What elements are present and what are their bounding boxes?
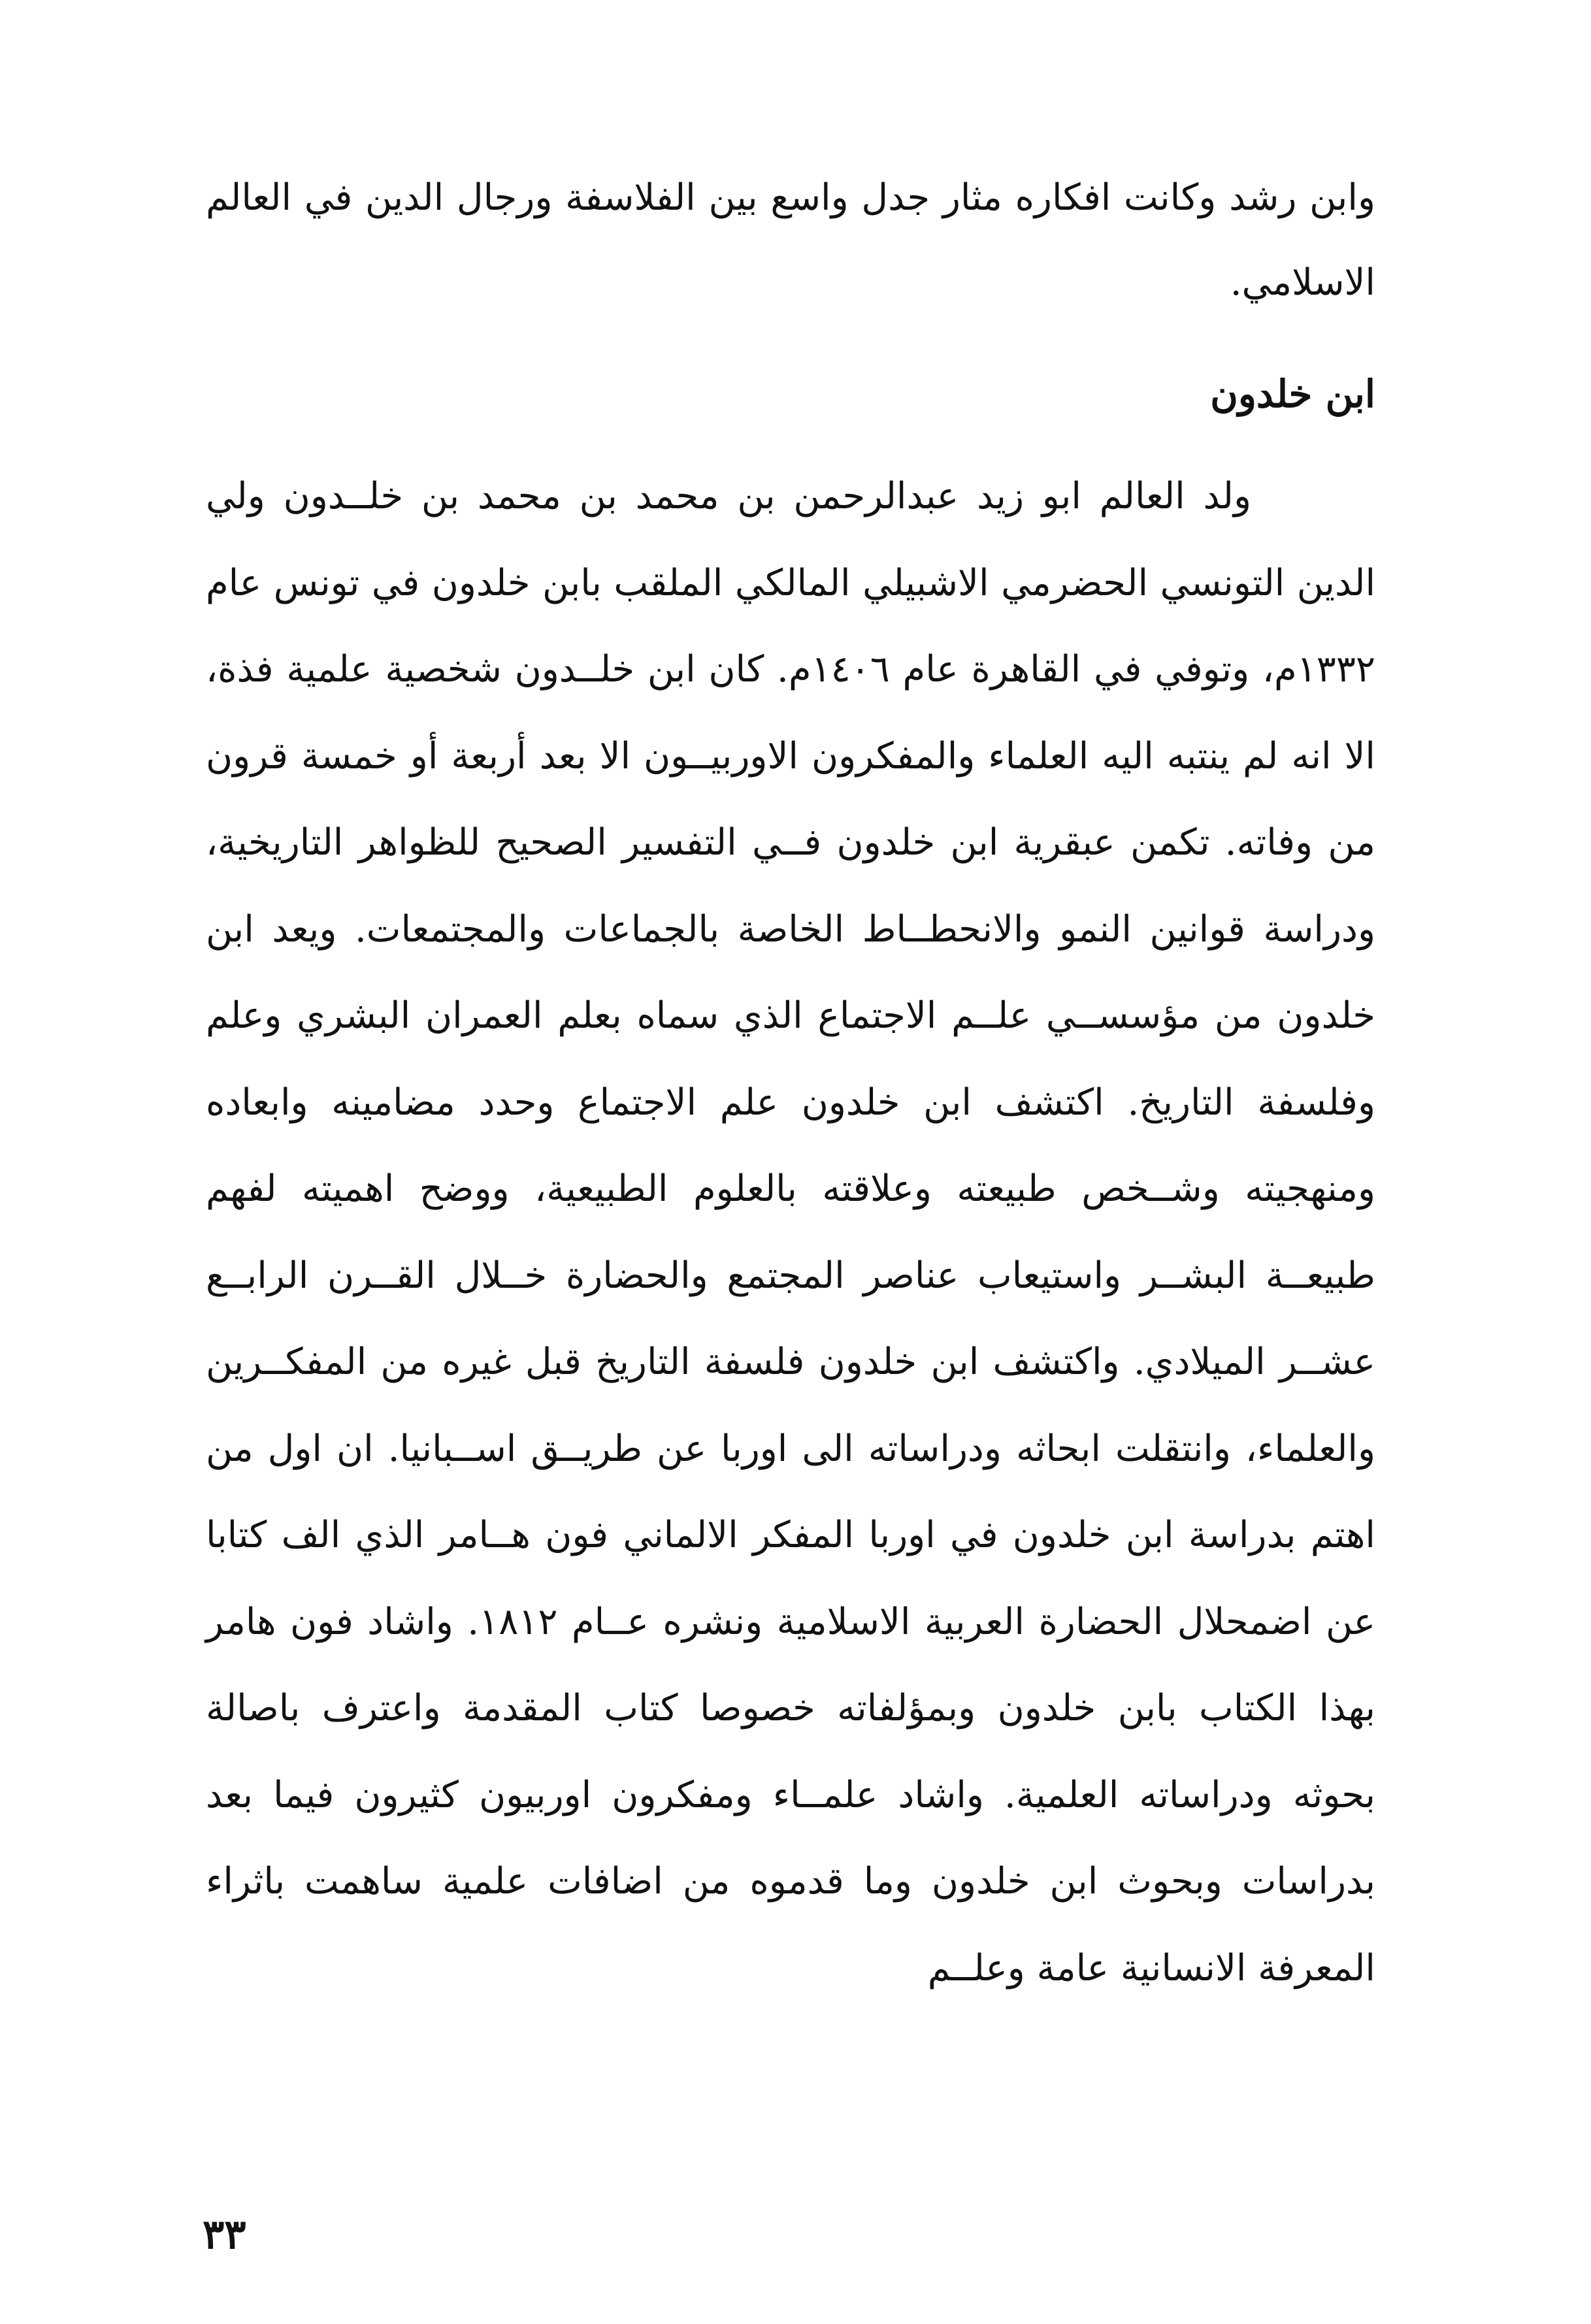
intro-paragraph: وابن رشد وكانت افكاره مثار جدل واسع بين الفلاسفة ورجال الدين في العالم الاسلامي. (206, 176, 1375, 304)
page-number: ٣٣ (203, 2210, 246, 2258)
body-paragraph: ولد العالم ابو زيد عبدالرحمن بن محمد بن محمد بن خلــدون ولي الدين التونسي الحضرمي الاشبيلي المالكي الملقب بابن خلدون في تونس عام ١٣٣٢م، وتوفي في القاهرة عام ١٤٠٦م. كان ابن خلــدون شخصية علمية فذة، الا انه لم ينتبه اليه العلماء والمفكرون الاوربيــون الا بعد أربعة أو خمسة قرون من وفاته. تكمن عبقرية ابن خلدون فــي التفسير الصحيح للظواهر التاريخية، ودراسة قوانين النمو والانحطــاط الخاصة بالجماعات والمجتمعات. ويعد ابن خلدون من مؤسســي علــم الاجتماع الذي سماه بعلم العمران البشري وعلم وفلسفة التاريخ. اكتشف ابن خلدون علم الاجتماع وحدد مضامينه وابعاده ومنهجيته وشــخص طبيعته وعلاقته بالعلوم الطبيعية، ووضح اهميته لفهم طبيعــة البشــر واستيعاب عناصر المجتمع والحضارة خــلال القــرن الرابــع عشــر الميلادي. واكتشف ابن خلدون فلسفة التاريخ قبل غيره من المفكــرين والعلماء، وانتقلت ابحاثه ودراساته الى اوربا عن طريــق اســبانيا. ان اول من اهتم بدراسة ابن خلدون في اوربا المفكر الالماني فون هــامر الذي الف كتابا عن اضمحلال الحضارة العربية الاسلامية ونشره عــام ١٨١٢. واشاد فون هامر بهذا الكتاب بابن خلدون وبمؤلفاته خصوصا كتاب المقدمة واعترف باصالة بحوثه ودراساته العلمية. واشاد علمــاء ومفكرون اوربيون كثيرون فيما بعد بدراسات وبحوث ابن خلدون وما قدموه من اضافات علمية ساهمت باثراء المعرفة الانسانية عامة وعلــم (206, 475, 1376, 1989)
section-heading: ابن خلدون (1210, 372, 1375, 416)
